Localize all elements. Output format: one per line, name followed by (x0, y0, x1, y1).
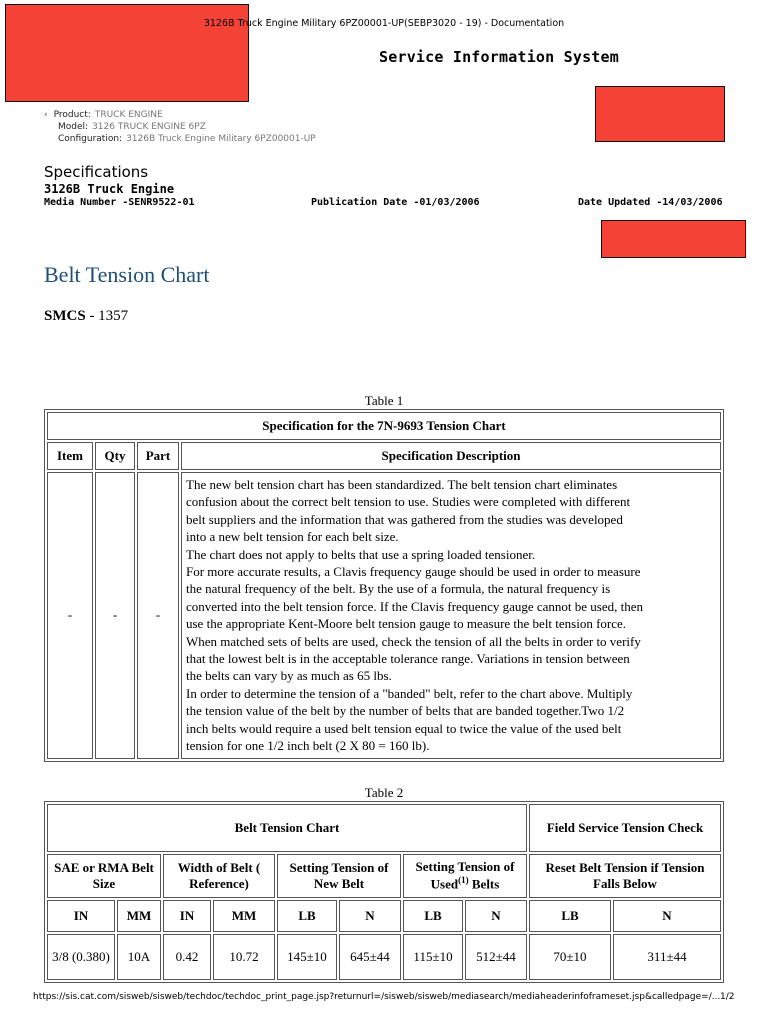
cell-reset-lb: 70±10 (529, 934, 611, 980)
product-link[interactable] (44, 110, 163, 120)
header-part: Part (137, 442, 179, 470)
description-line: The new belt tension chart has been standardized. The belt tension chart eliminates (186, 477, 618, 492)
unit-header: IN (163, 900, 211, 932)
header-item: Item (47, 442, 93, 470)
description-line: tension for one 1/2 inch belt (2 X 80 = 160 lb). (186, 738, 430, 754)
description-line: the belts can vary by as much as 65 lbs. (186, 668, 392, 684)
cell-used-lb: 115±10 (403, 934, 463, 980)
cell-sae-mm: 10A (117, 934, 161, 980)
model-label: Model: (58, 122, 89, 132)
description-line: belt suppliers and the information that was gathered from the studies was developed (186, 511, 623, 527)
description-line: use the appropriate Kent-Moore belt tension gauge to measure the belt tension force. (186, 616, 627, 632)
table2-caption: Table 2 (364, 785, 404, 800)
unit-header: IN (47, 900, 115, 932)
cell-part: - (137, 472, 179, 759)
unit-header: N (613, 900, 721, 932)
sis-title: Service Information System (379, 48, 619, 66)
date-updated: Date Updated -14/03/2006 (578, 197, 723, 208)
used-header-suffix: Belts (468, 876, 500, 892)
configuration-row (58, 134, 316, 144)
description-line: the natural frequency of the belt. By the use of a formula, the natural frequency is (186, 581, 611, 597)
header-qty: Qty (95, 442, 135, 470)
cell-item: - (47, 472, 93, 759)
header-new-belt-tension: Setting Tension of New Belt (277, 854, 401, 898)
redaction-box-mid-right (601, 220, 746, 258)
cell-new-n: 645±44 (339, 934, 401, 980)
cell-width-in: 0.42 (163, 934, 211, 980)
unit-header: N (339, 900, 401, 932)
description-line: When matched sets of belts are used, check the tension of all the belts in order to verify (186, 633, 641, 649)
table-row (47, 472, 721, 759)
description-line: the tension value of the belt by the number of belts that are banded together.Two 1/2 (186, 703, 625, 719)
unit-header: N (465, 900, 527, 932)
publication-date: Publication Date -01/03/2006 (311, 197, 480, 208)
cell-qty: - (95, 472, 135, 759)
footer-url[interactable]: https://sis.cat.com/sisweb/sisweb/techdoc/techdoc_print_page.jsp?returnurl=/sisweb/sisweb/mediasearch/mediaheaderinfoframeset.jsp&calledpage=/... (33, 992, 721, 1002)
page-number: 1/2 (720, 992, 735, 1002)
product-label: Product: (53, 110, 91, 120)
engine-name: 3126B Truck Engine (44, 182, 175, 196)
media-number: Media Number -SENR9522-01 (44, 197, 195, 208)
header-reset-tension: Reset Belt Tension if Tension Falls Below (529, 854, 721, 898)
description-line: into a new belt tension for each belt size. (186, 529, 399, 545)
header-used-belt-tension (403, 854, 527, 898)
unit-header: LB (403, 900, 463, 932)
field-service-title: Field Service Tension Check (529, 804, 721, 852)
cell-new-lb: 145±10 (277, 934, 337, 980)
unit-header: MM (213, 900, 275, 932)
configuration-label: Configuration: (58, 134, 123, 144)
belt-tension-table-title: Belt Tension Chart (47, 804, 527, 852)
header-spec-description: Specification Description (181, 442, 721, 470)
description-line: The chart does not apply to belts that use a spring loaded tensioner. (186, 546, 536, 562)
smcs-label: SMCS (44, 308, 86, 324)
spec-description (181, 472, 721, 759)
unit-header: LB (277, 900, 337, 932)
description-line: In order to determine the tension of a "banded" belt, refer to the chart above. Multiply (186, 685, 633, 701)
smcs-value: - 1357 (85, 308, 129, 324)
document-title: Belt Tension Chart (44, 262, 210, 287)
cell-sae-in: 3/8 (0.380) (47, 934, 115, 980)
table1-caption: Table 1 (364, 393, 404, 408)
model-value[interactable]: 3126 TRUCK ENGINE 6PZ (92, 122, 206, 132)
unit-header: MM (117, 900, 161, 932)
description-line: confusion about the correct belt tension to use. Studies were completed with different (186, 494, 631, 510)
section-heading: Specifications (44, 163, 149, 181)
belt-tension-table (44, 801, 724, 983)
spec-table-title: Specification for the 7N-9693 Tension Chart (47, 412, 721, 440)
header-belt-width: Width of Belt ( Reference) (163, 854, 275, 898)
redaction-box-top-right (595, 86, 725, 142)
configuration-value[interactable]: 3126B Truck Engine Military 6PZ00001-UP (126, 134, 316, 144)
unit-header: LB (529, 900, 611, 932)
description-line: For more accurate results, a Clavis frequency gauge should be used in order to measure (186, 564, 641, 580)
footnote-ref: (1) (458, 875, 469, 886)
used-header-prefix: Setting Tension of Used (415, 859, 515, 892)
smcs-code (44, 308, 128, 325)
cell-reset-n: 311±44 (613, 934, 721, 980)
cell-width-mm: 10.72 (213, 934, 275, 980)
model-row (58, 122, 206, 132)
description-line: that the lowest belt is in the acceptable tolerance range. Variations in tension between (186, 651, 630, 667)
print-header: 3126B Truck Engine Military 6PZ00001-UP(SEBP3020 - 19) - Documentation (203, 18, 565, 29)
description-line: inch belts would require a used belt tension equal to twice the value of the used belt (186, 720, 622, 736)
table-row (47, 934, 721, 980)
back-chevron-icon[interactable]: ‹ (44, 110, 48, 120)
product-value[interactable]: TRUCK ENGINE (94, 110, 163, 120)
spec-table (44, 409, 724, 762)
description-line: converted into the belt tension force. If the Clavis frequency gauge cannot be used, then (186, 598, 644, 614)
cell-used-n: 512±44 (465, 934, 527, 980)
header-sae-belt-size: SAE or RMA Belt Size (47, 854, 161, 898)
